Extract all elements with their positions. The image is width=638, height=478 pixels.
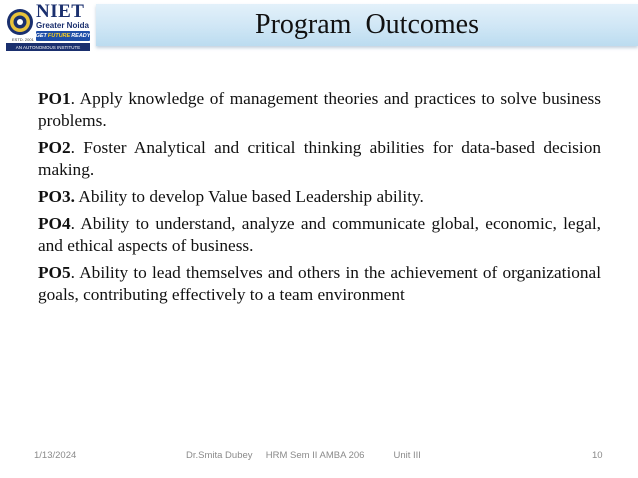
- logo-brand: NIET: [36, 1, 85, 22]
- outcome-item: [38, 213, 601, 257]
- slide-title: Program Outcomes: [255, 9, 479, 40]
- outcome-separator: .: [70, 89, 75, 108]
- logo-tag-prefix: GET: [36, 33, 47, 39]
- logo-city: Greater Noida: [36, 21, 89, 30]
- outcomes-list: [38, 88, 601, 311]
- outcome-text: Foster Analytical and critical thinking abilities for data-based decision making.: [38, 138, 601, 179]
- emblem-icon: [6, 5, 34, 39]
- outcome-item: [38, 88, 601, 132]
- footer-page-number: 10: [592, 450, 603, 461]
- outcome-item: [38, 186, 601, 208]
- outcome-separator: .: [70, 214, 75, 233]
- footer-course-info: Dr.Smita Dubey HRM Sem II AMBA 206 Unit III: [186, 450, 421, 461]
- logo-tag-suffix: READY: [71, 33, 90, 39]
- institute-logo: [6, 2, 92, 52]
- outcome-item: [38, 262, 601, 306]
- outcome-item: [38, 137, 601, 181]
- outcome-text: Apply knowledge of management theories and practices to solve business problems.: [38, 89, 601, 130]
- logo-tag-highlight: FUTURE: [47, 33, 71, 39]
- outcome-label: PO3.: [38, 187, 75, 206]
- outcome-separator: .: [70, 263, 75, 282]
- outcome-separator: .: [70, 138, 75, 157]
- footer-date: 1/13/2024: [34, 450, 77, 461]
- outcome-text: Ability to understand, analyze and communicate global, economic, legal, and ethical aspects of business.: [38, 214, 601, 255]
- outcome-label: PO1: [38, 89, 71, 108]
- outcome-label: PO4: [38, 214, 71, 233]
- logo-tagline: [36, 31, 90, 41]
- logo-estd: ESTD. 2001: [12, 37, 34, 42]
- outcome-label: PO5: [38, 263, 71, 282]
- outcome-label: PO2: [38, 138, 71, 157]
- outcome-text: Ability to lead themselves and others in the achievement of organizational goals, contributing effectively to a team environment: [38, 263, 601, 304]
- outcome-text: Ability to develop Value based Leadership ability.: [74, 187, 424, 206]
- logo-subtitle: AN AUTONOMOUS INSTITUTE: [6, 43, 90, 51]
